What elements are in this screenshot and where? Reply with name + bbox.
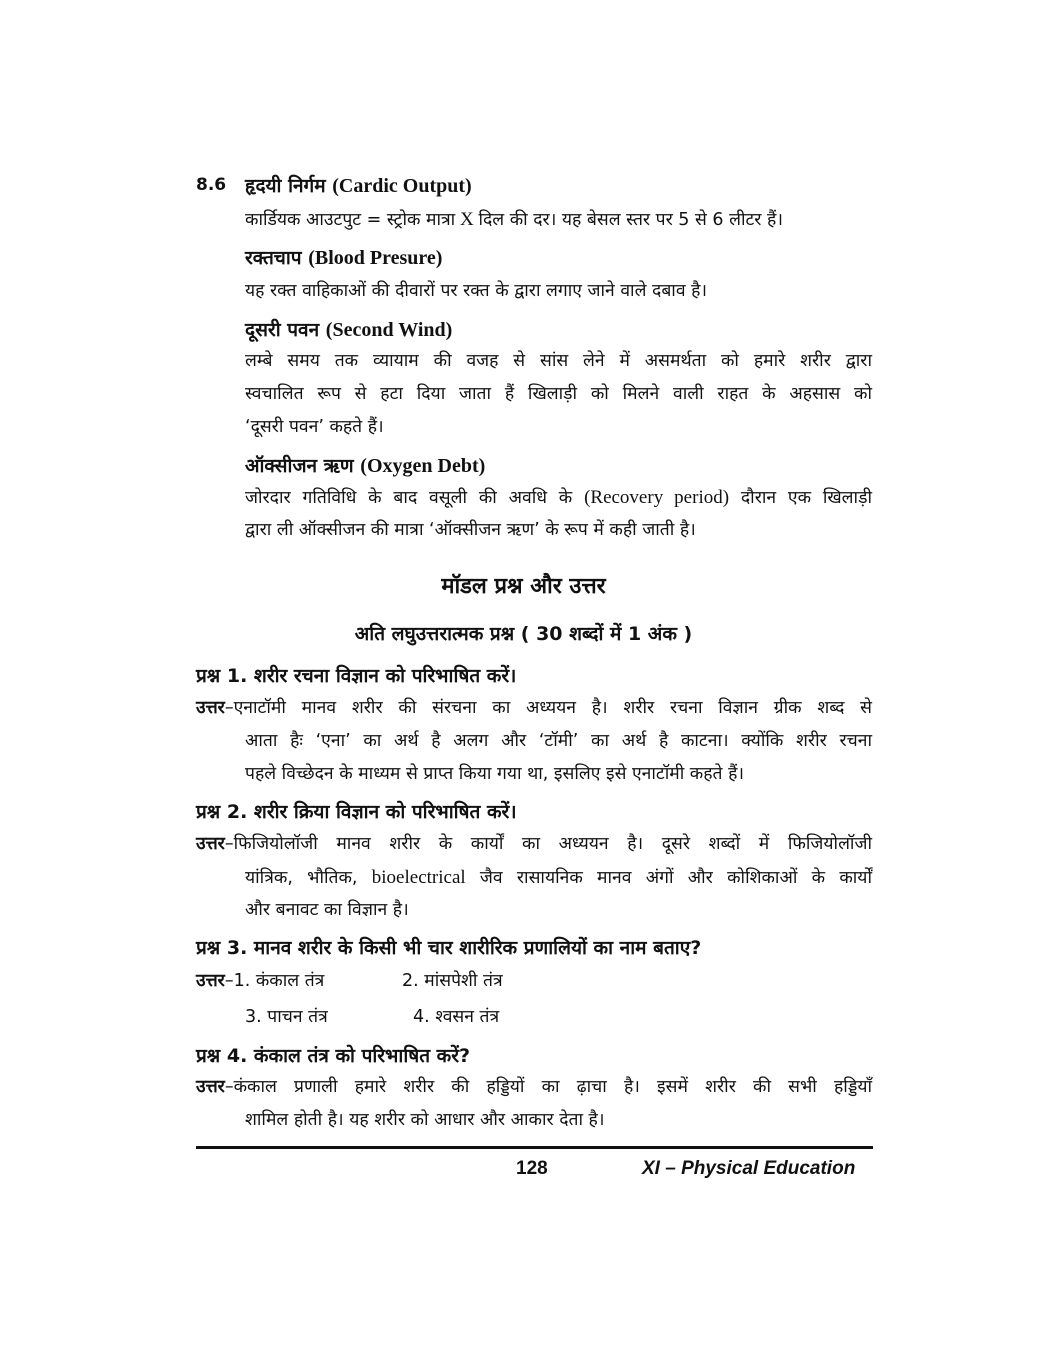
question-1: प्रश्न 1. शरीर रचना विज्ञान को परिभाषित करें। <box>196 665 517 687</box>
second-wind-line-3: ‘दूसरी पवन’ कहते हैं। <box>245 417 384 437</box>
oxygen-debt-line-1 <box>245 487 872 510</box>
cardiac-output-heading-en: (Cardic Output) <box>332 175 472 197</box>
answer-4-line-1-text: –कंकाल प्रणाली हमारे शरीर की हड्डियों का ढ़ाचा है। इसमें शरीर की सभी हड्डियाँ <box>224 1077 872 1097</box>
oxygen-debt-line-2: द्वारा ली ऑक्सीजन की मात्रा ‘ऑक्सीजन ऋण’ के रूप में कही जाती है। <box>245 520 696 540</box>
oxygen-debt-line-1-b: दौरान एक खिलाड़ी <box>740 488 872 508</box>
second-wind-line-1: लम्बे समय तक व्यायाम की वजह से सांस लेने में असमर्थता को हमारे शरीर द्वारा <box>245 351 872 371</box>
answer-3-label: उत्तर <box>196 971 225 991</box>
cardiac-output-heading-hi: हृदयी निर्गम <box>245 175 326 197</box>
answer-4-line-2: शामिल होती है। यह शरीर को आधार और आकार देता है। <box>245 1110 605 1130</box>
footer-rule <box>196 1146 873 1149</box>
answer-2-line-1 <box>196 834 872 855</box>
answer-2-line-2 <box>245 867 872 890</box>
question-3: प्रश्न 3. मानव शरीर के किसी भी चार शारीरिक प्रणालियों का नाम बताए? <box>196 937 702 959</box>
model-qa-subtitle: अति लघुउत्तरात्मक प्रश्न ( 30 शब्दों में 1 अंक ) <box>354 623 693 645</box>
oxygen-debt-heading <box>245 452 485 478</box>
cardiac-output-text <box>245 209 783 232</box>
answer-1-line-1-text: –एनाटॉमी मानव शरीर की संरचना का अध्ययन है। शरीर रचना विज्ञान ग्रीक शब्द से <box>224 698 872 718</box>
oxygen-debt-line-1-a: जोरदार गतिविधि के बाद वसूली की अवधि के <box>245 488 573 508</box>
question-2: प्रश्न 2. शरीर क्रिया विज्ञान को परिभाषित करें। <box>196 801 517 823</box>
answer-3-item-1: –1. कंकाल तंत्र <box>224 971 325 991</box>
oxygen-debt-heading-en: (Oxygen Debt) <box>360 455 486 477</box>
answer-1-label: उत्तर <box>196 698 225 718</box>
answer-3-item-4: 4. श्वसन तंत्र <box>413 1007 500 1027</box>
model-qa-title: मॉडल प्रश्न और उत्तर <box>441 574 606 599</box>
cardiac-output-text-part2: दिल की दर। यह बेसल स्तर पर 5 से 6 लीटर हैं। <box>478 210 783 230</box>
blood-pressure-heading-hi: रक्तचाप <box>245 247 302 269</box>
blood-pressure-text: यह रक्त वाहिकाओं की दीवारों पर रक्त के द्वारा लगाए जाने वाले दबाव है। <box>245 281 708 301</box>
book-title: XI – Physical Education <box>642 1158 856 1179</box>
answer-2-line-2-a: यांत्रिक, भौतिक, <box>245 868 358 888</box>
answer-2-label: उत्तर <box>196 834 225 854</box>
cardiac-output-heading <box>245 172 472 198</box>
answer-3-item-2: 2. मांसपेशी तंत्र <box>402 971 503 991</box>
cardiac-output-text-part1: कार्डियक आउटपुट = स्ट्रोक मात्रा <box>245 210 456 230</box>
second-wind-heading <box>245 316 452 342</box>
cardiac-output-text-x: X <box>455 209 479 230</box>
answer-2-line-3: और बनावट का विज्ञान है। <box>245 900 409 920</box>
blood-pressure-heading <box>245 244 442 270</box>
answer-4-line-1 <box>196 1077 872 1098</box>
second-wind-line-2: स्वचालित रूप से हटा दिया जाता हैं खिलाड़ी को मिलने वाली राहत के अहसास को <box>245 384 872 404</box>
answer-1-line-2: आता हैः ‘एना’ का अर्थ है अलग और ‘टॉमी’ का अर्थ है काटना। क्योंकि शरीर रचना <box>245 731 872 751</box>
question-4: प्रश्न 4. कंकाल तंत्र को परिभाषित करें? <box>196 1045 471 1067</box>
answer-1-line-1 <box>196 698 872 719</box>
answer-3-item-3: 3. पाचन तंत्र <box>245 1007 328 1027</box>
answer-2-line-2-b: जैव रासायनिक मानव अंगों और कोशिकाओं के कार्यों <box>479 868 872 888</box>
second-wind-heading-hi: दूसरी पवन <box>245 319 320 341</box>
answer-1-line-3: पहले विच्छेदन के माध्यम से प्राप्त किया गया था, इसलिए इसे एनाटॉमी कहते हैं। <box>245 764 744 784</box>
answer-4-label: उत्तर <box>196 1077 225 1097</box>
page-number: 128 <box>516 1158 548 1179</box>
section-number: 8.6 <box>196 175 227 195</box>
answer-2-line-1-text: –फिजियोलॉजी मानव शरीर के कार्यों का अध्ययन है। दूसरे शब्दों में फिजियोलॉजी <box>224 834 872 854</box>
oxygen-debt-heading-hi: ऑक्सीजन ऋण <box>245 455 354 477</box>
answer-3-line-1 <box>196 971 324 992</box>
bioelectrical-term: bioelectrical <box>371 867 466 888</box>
second-wind-heading-en: (Second Wind) <box>325 319 453 341</box>
recovery-period-term: (Recovery period) <box>584 487 730 508</box>
blood-pressure-heading-en: (Blood Presure) <box>308 247 443 269</box>
